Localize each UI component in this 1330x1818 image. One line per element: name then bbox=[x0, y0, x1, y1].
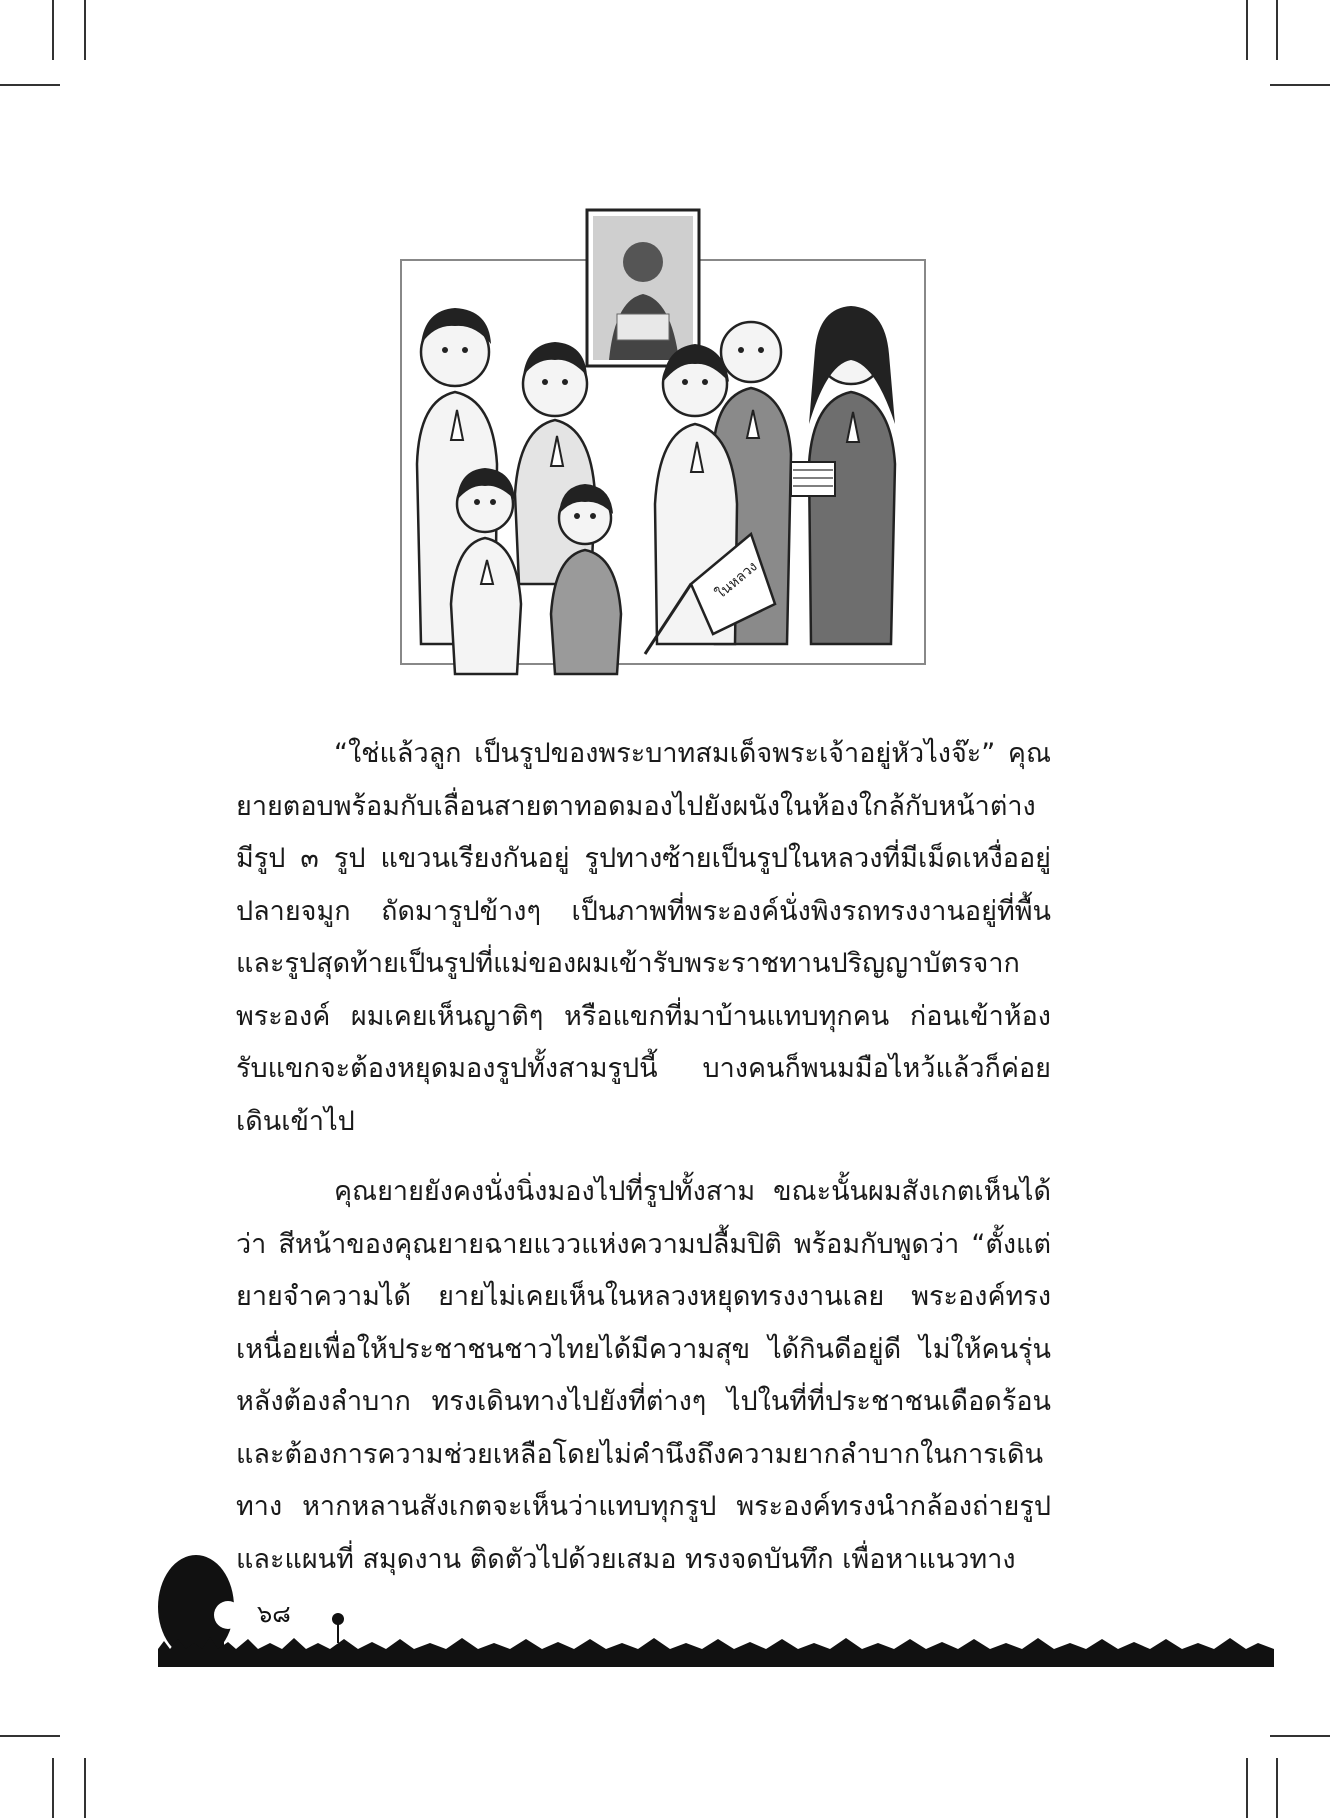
crop-mark bbox=[52, 1758, 54, 1818]
svg-text:ในหลวง: ในหลวง bbox=[712, 558, 761, 603]
crop-mark bbox=[0, 1735, 60, 1737]
story-text bbox=[236, 728, 1051, 1586]
footer-decoration bbox=[158, 1555, 1274, 1667]
crop-mark bbox=[1276, 1758, 1278, 1818]
crop-mark bbox=[52, 0, 54, 60]
flower-icon bbox=[332, 1613, 344, 1643]
crop-mark bbox=[0, 84, 60, 86]
crop-mark bbox=[1270, 1735, 1330, 1737]
crop-mark bbox=[84, 1758, 86, 1818]
basket-icon bbox=[791, 462, 835, 496]
paragraph: “ใช่แล้วลูก เป็นรูปของพระบาทสมเด็จพระเจ้าอยู่หัวไงจ๊ะ” คุณยายตอบพร้อมกับเลื่อนสายตาทอดมองไปยังผนังในห้องใกล้กับหน้าต่าง มีรูป ๓ รูป แขวนเรียงกันอยู่ รูปทางซ้ายเป็นรูปในหลวงที่มีเม็ดเหงื่ออยู่ปลายจมูก ถัดมารูปข้างๆ เป็นภาพที่พระองค์นั่งพิงรถทรงงานอยู่ที่พื้น และรูปสุดท้ายเป็นรูปที่แม่ของผมเข้ารับพระราชทานปริญญาบัตรจากพระองค์ ผมเคยเห็นญาติๆ หรือแขกที่มาบ้านแทบทุกคน ก่อนเข้าห้องรับแขกจะต้องหยุดมองรูปทั้งสามรูปนี้ บางคนก็พนมมือไหว้แล้วก็ค่อยเดินเข้าไป bbox=[236, 738, 1051, 1137]
crop-mark bbox=[1246, 1758, 1248, 1818]
paragraph: คุณยายยังคงนั่งนิ่งมองไปที่รูปทั้งสาม ขณะนั้นผมสังเกตเห็นได้ว่า สีหน้าของคุณยายฉายแววแห่งความปลื้มปิติ พร้อมกับพูดว่า “ตั้งแต่ยายจำความได้ ยายไม่เคยเห็นในหลวงหยุดทรงงานเลย พระองค์ทรงเหนื่อยเพื่อให้ประชาชนชาวไทยได้มีความสุข ได้กินดีอยู่ดี ไม่ให้คนรุ่นหลังต้องลำบาก ทรงเดินทางไปยังที่ต่างๆ ไปในที่ที่ประชาชนเดือดร้อนและต้องการความช่วยเหลือโดยไม่คำนึงถึงความยากลำบากในการเดินทาง หากหลานสังเกตจะเห็นว่าแทบทุกรูป พระองค์ทรงนำกล้องถ่ายรูปและแผนที่ สมุดงาน ติดตัวไปด้วยเสมอ ทรงจดบันทึก เพื่อหาแนวทาง bbox=[236, 1176, 1051, 1575]
crop-mark bbox=[84, 0, 86, 60]
crop-mark bbox=[1246, 0, 1248, 60]
crop-mark bbox=[1270, 84, 1330, 86]
family-illustration bbox=[395, 204, 935, 704]
family-wai-illustration-icon bbox=[395, 204, 935, 704]
portrait-photo-icon bbox=[587, 210, 699, 366]
page-number: ๖๘ bbox=[257, 1600, 291, 1628]
grass-ground-icon bbox=[158, 1555, 1274, 1667]
crop-mark bbox=[1276, 0, 1278, 60]
